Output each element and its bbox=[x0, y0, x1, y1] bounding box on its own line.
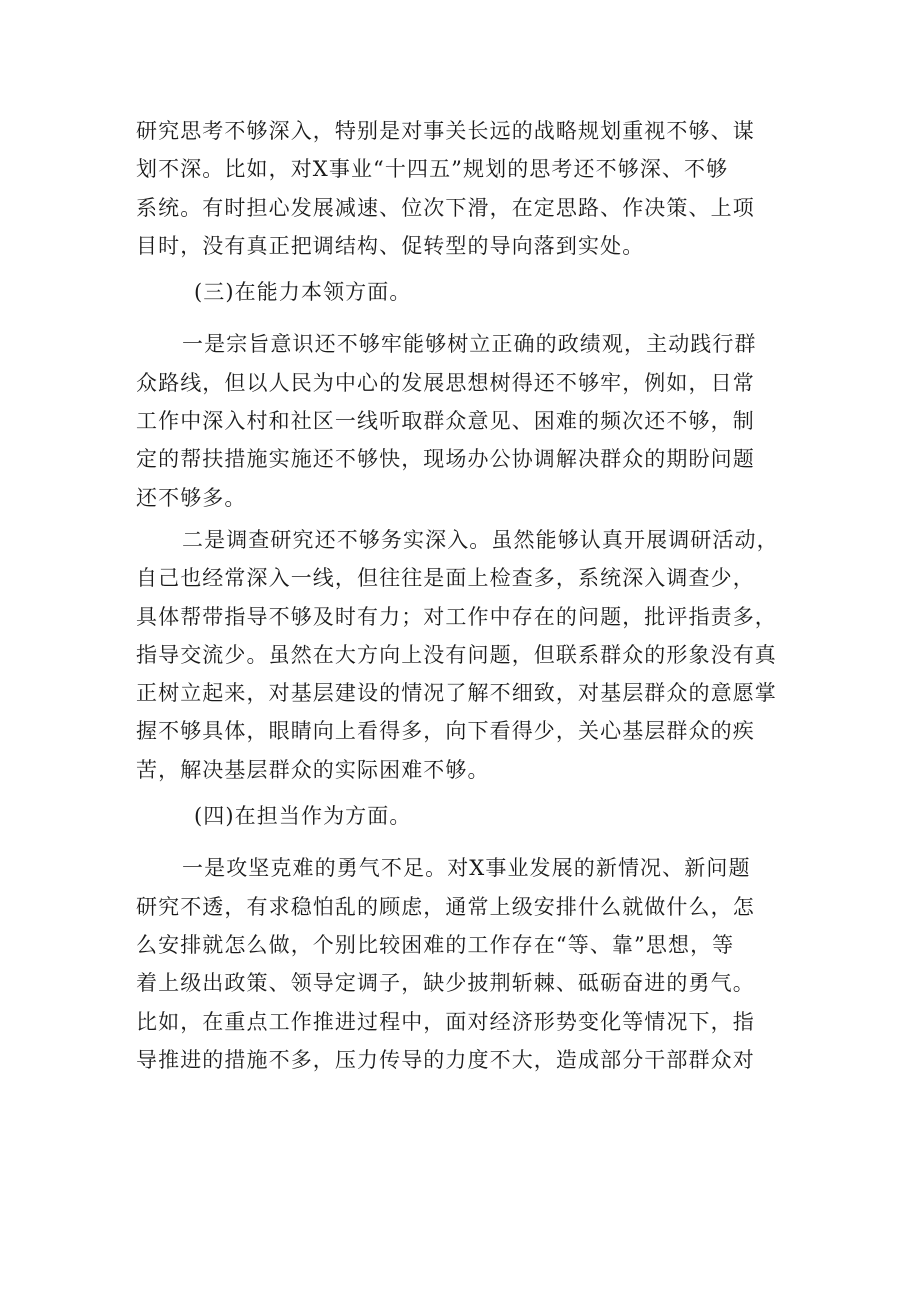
section-heading-4: (四)在担当作为方面。 bbox=[194, 804, 412, 829]
text-line: 划不深。比如，对X事业“十四五”规划的思考还不够深、不够 bbox=[136, 157, 729, 182]
text-line: 比如，在重点工作推进过程中，面对经济形势变化等情况下，指 bbox=[136, 1009, 755, 1034]
text-line: 苦，解决基层群众的实际困难不够。 bbox=[136, 757, 490, 782]
section-heading-3: (三)在能力本领方面。 bbox=[194, 280, 412, 305]
text-line: 二是调查研究还不够务实深入。虽然能够认真开展调研活动， bbox=[182, 527, 779, 552]
text-line: 一是宗旨意识还不够牢能够树立正确的政绩观，主动践行群 bbox=[182, 332, 757, 357]
text-line: 众路线，但以人民为中心的发展思想树得还不够牢，例如，日常 bbox=[136, 370, 755, 395]
text-line: 一是攻坚克难的勇气不足。对X事业发展的新情况、新问题 bbox=[182, 856, 751, 881]
text-line: 研究思考不够深入，特别是对事关长远的战略规划重视不够、谋 bbox=[136, 119, 755, 143]
paragraph-courage bbox=[136, 849, 798, 1079]
text-line: 么安排就怎么做，个别比较困难的工作存在“等、靠”思想，等 bbox=[136, 932, 735, 957]
text-line: 指导交流少。虽然在大方向上没有问题，但联系群众的形象没有真 bbox=[136, 642, 777, 667]
text-line: 导推进的措施不多，压力传导的力度不大，造成部分干部群众对 bbox=[136, 1047, 755, 1072]
document-page bbox=[136, 112, 798, 1079]
text-line: 系统。有时担心发展减速、位次下滑，在定思路、作决策、上项 bbox=[136, 195, 755, 220]
text-line: 握不够具体，眼睛向上看得多，向下看得少，关心基层群众的疾 bbox=[136, 719, 755, 744]
text-line: 定的帮扶措施实施还不够快，现场办公协调解决群众的期盼问题 bbox=[136, 447, 755, 472]
text-line: 目时，没有真正把调结构、促转型的导向落到实处。 bbox=[136, 233, 645, 258]
paragraph-investigation-research bbox=[136, 521, 798, 789]
paragraph-continuation bbox=[136, 112, 798, 265]
text-line: 工作中深入村和社区一线听取群众意见、困难的频次还不够，制 bbox=[136, 409, 755, 434]
text-line: 正树立起来，对基层建设的情况了解不细致，对基层群众的意愿掌 bbox=[136, 681, 777, 706]
text-line: 研究不透，有求稳怕乱的顾虑，通常上级安排什么就做什么，怎 bbox=[136, 894, 755, 919]
text-line: 自己也经常深入一线，但往往是面上检查多，系统深入调查少， bbox=[136, 566, 755, 591]
text-line: 还不够多。 bbox=[136, 485, 247, 510]
paragraph-purpose-awareness bbox=[136, 325, 798, 516]
text-line: 具体帮带指导不够及时有力；对工作中存在的问题，批评指责多， bbox=[136, 604, 777, 629]
text-line: 着上级出政策、领导定调子，缺少披荆斩棘、砥砺奋进的勇气。 bbox=[136, 971, 755, 996]
